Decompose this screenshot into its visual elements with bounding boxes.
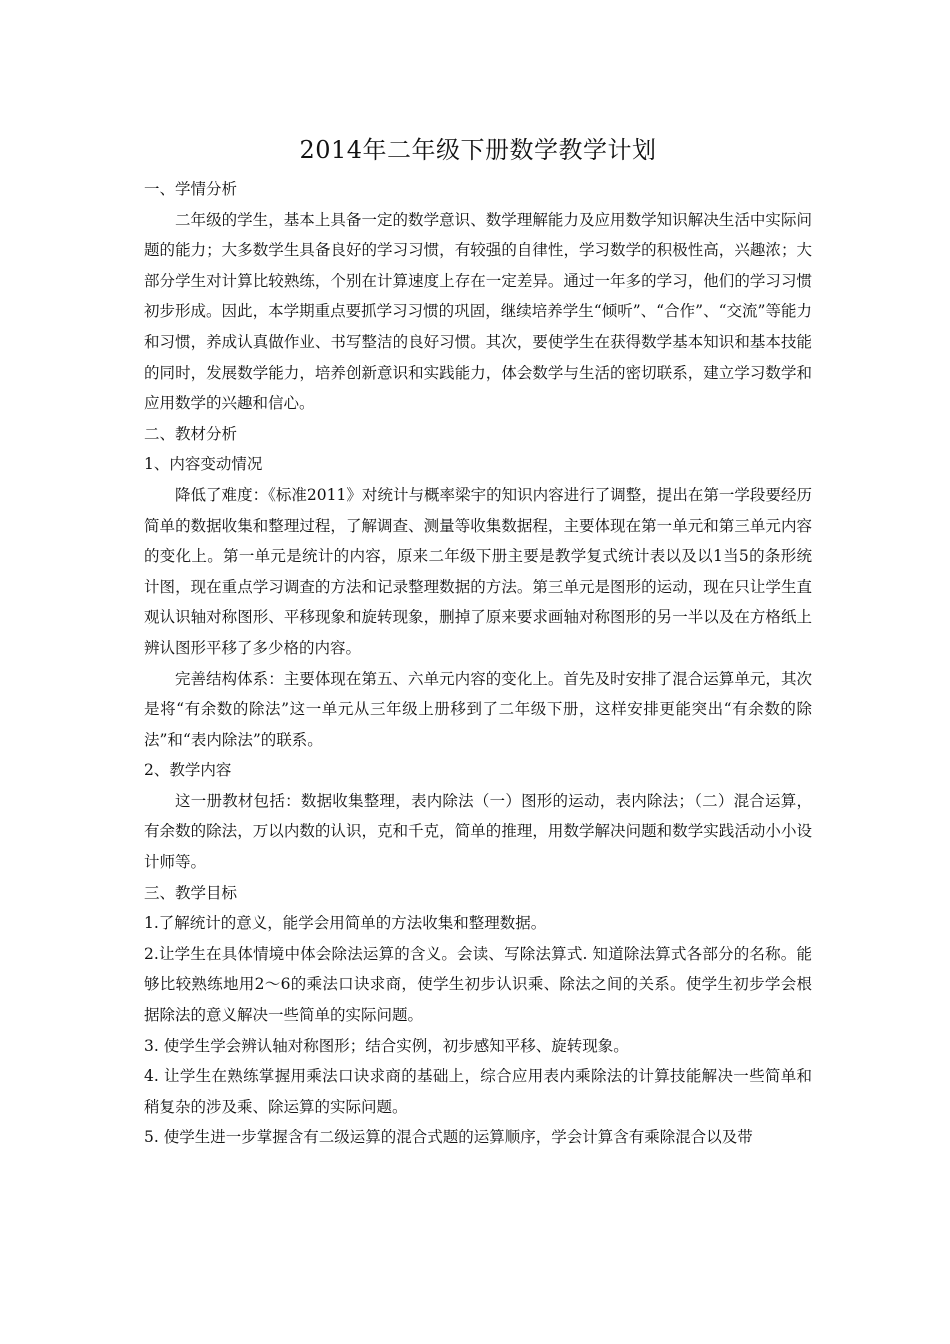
subheading-content-changes: 1、内容变动情况 — [144, 455, 263, 474]
paragraph-teaching-content: 这一册教材包括：数据收集整理，表内除法（一）图形的运动，表内除法；（二）混合运算，有余数的除法，万以内数的认识，克和千克，简单的推理，用数学解决问题和数学实践活动小小设计师等。 — [144, 791, 812, 872]
goal-item: 2.让学生在具体情境中体会除法运算的含义。会读、写除法算式. 知道除法算式各部分的名称。能够比较熟练地用2～6的乘法口诀求商，使学生初步认识乘、除法之间的关系。使学生初步学会根据除法的意义解决一些简单的实际问题。 — [144, 944, 812, 1025]
subheading-teaching-content: 2、教学内容 — [144, 761, 232, 780]
paragraph-student-analysis: 二年级的学生，基本上具备一定的数学意识、数学理解能力及应用数学知识解决生活中实际问题的能力；大多数学生具备良好的学习习惯，有较强的自律性，学习数学的积极性高，兴趣浓；大部分学生对计算比较熟练，个别在计算速度上存在一定差异。通过一年多的学习，他们的学习习惯初步形成。因此，本学期重点要抓学习习惯的巩固，继续培养学生“倾听”、“合作”、“交流”等能力和习惯，养成认真做作业、书写整洁的良好习惯。其次，要使学生在获得数学基本知识和基本技能的同时，发展数学能力，培养创新意识和实践能力，体会数学与生活的密切联系，建立学习数学和应用数学的兴趣和信心。 — [144, 210, 812, 413]
section-heading-textbook-analysis: 二、教材分析 — [144, 424, 238, 443]
goal-item: 3. 使学生学会辨认轴对称图形；结合实例，初步感知平移、旋转现象。 — [144, 1036, 629, 1055]
section-heading-teaching-goals: 三、教学目标 — [144, 883, 238, 902]
goal-item: 1.了解统计的意义，能学会用简单的方法收集和整理数据。 — [144, 914, 547, 933]
goal-item: 4. 让学生在熟练掌握用乘法口诀求商的基础上，综合应用表内乘除法的计算技能解决一些简单和稍复杂的涉及乘、除运算的实际问题。 — [144, 1067, 812, 1116]
paragraph-improved-structure: 完善结构体系：主要体现在第五、六单元内容的变化上。首先及时安排了混合运算单元，其次是将“有余数的除法”这一单元从三年级上册移到了二年级下册，这样安排更能突出“有余数的除法”和“表内除法”的联系。 — [144, 669, 812, 749]
document-page — [144, 128, 812, 1153]
goal-item: 5. 使学生进一步掌握含有二级运算的混合式题的运算顺序，学会计算含有乘除混合以及带 — [144, 1128, 753, 1147]
document-title: 2014年二年级下册数学教学计划 — [299, 136, 657, 164]
paragraph-reduced-difficulty: 降低了难度：《标准2011》对统计与概率梁宇的知识内容进行了调整，提出在第一学段要经历简单的数据收集和整理过程，了解调查、测量等收集数据程，主要体现在第一单元和第三单元内容的变化上。第一单元是统计的内容，原来二年级下册主要是教学复式统计表以及以1当5的条形统计图，现在重点学习调查的方法和记录整理数据的方法。第三单元是图形的运动，现在只让学生直观认识轴对称图形、平移现象和旋转现象，删掉了原来要求画轴对称图形的另一半以及在方格纸上辨认图形平移了多少格的内容。 — [144, 485, 812, 657]
section-heading-student-analysis: 一、学情分析 — [144, 180, 238, 198]
